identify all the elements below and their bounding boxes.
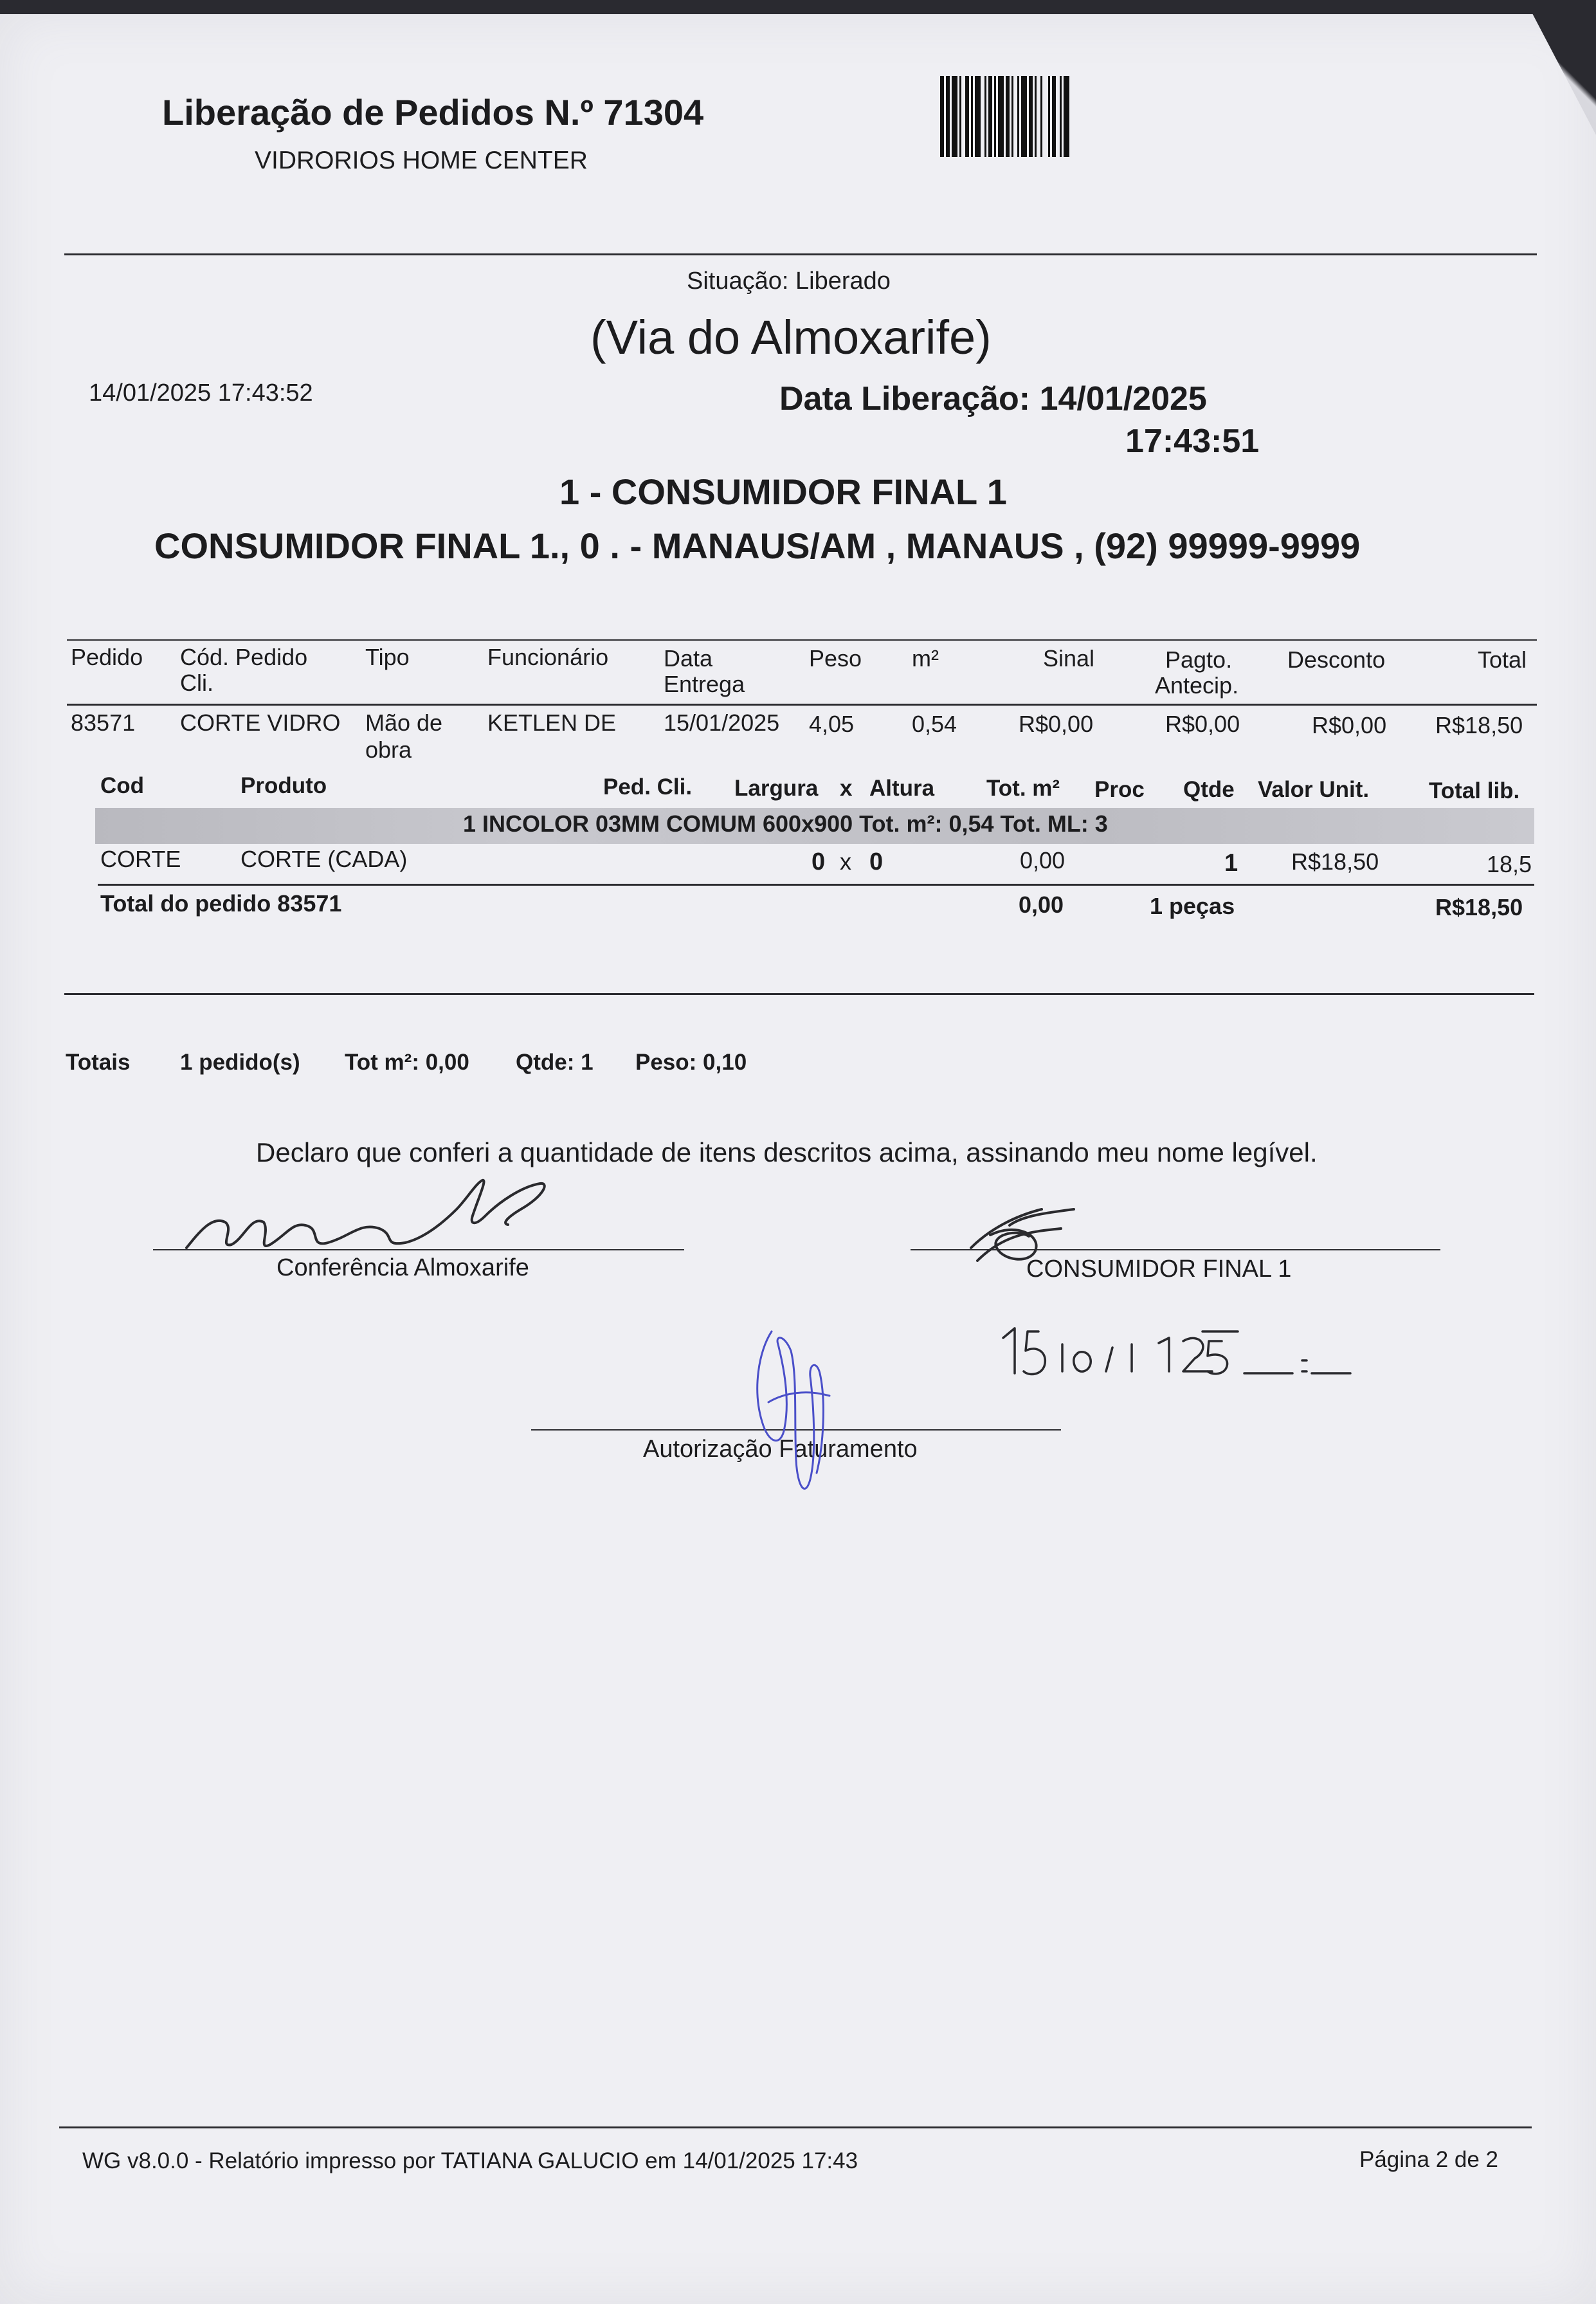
cell-item-x: x	[840, 848, 851, 875]
cell-pagto: R$0,00	[1165, 711, 1240, 737]
cell-item-altura: 0	[869, 848, 884, 875]
totals-m2: Tot m²: 0,00	[345, 1050, 469, 1075]
items-total-rule	[98, 884, 1534, 886]
barcode-bar	[1064, 76, 1069, 157]
col-ped-cli: Ped. Cli.	[603, 774, 693, 800]
scan-edge	[0, 0, 1596, 14]
header-divider	[64, 253, 1537, 255]
col-tot-m2: Tot. m²	[986, 776, 1060, 801]
barcode	[940, 76, 1199, 157]
cell-peso: 4,05	[809, 711, 855, 737]
col-total-lib: Total lib.	[1429, 778, 1520, 803]
order-total-m2: 0,00	[1019, 891, 1064, 918]
col-cod: Cod	[100, 773, 145, 798]
barcode-bar	[952, 76, 957, 157]
printed-timestamp: 14/01/2025 17:43:52	[89, 379, 313, 407]
cell-m2: 0,54	[912, 711, 957, 737]
handwritten-signature-consumidor	[965, 1196, 1093, 1274]
col-tipo: Tipo	[365, 644, 410, 670]
handwritten-signature-faturamento	[746, 1325, 849, 1505]
col-cod-pedido: Cód. Pedido	[180, 644, 308, 670]
signature-label-almoxarife: Conferência Almoxarife	[277, 1254, 529, 1281]
company-name: VIDRORIOS HOME CENTER	[255, 147, 588, 174]
release-date: Data Liberação: 14/01/2025	[779, 380, 1207, 417]
col-data-2: Entrega	[664, 671, 745, 697]
cell-cod-pedido: CORTE VIDRO	[180, 709, 341, 736]
cell-funcionario: KETLEN DE	[487, 709, 617, 736]
col-qtde: Qtde	[1183, 777, 1235, 802]
col-pagto-2: Antecip.	[1155, 672, 1239, 699]
cell-total: R$18,50	[1435, 712, 1523, 738]
handwritten-signature-almoxarife	[174, 1171, 585, 1267]
col-proc: Proc	[1094, 777, 1145, 802]
footer-printed-by: WG v8.0.0 - Relatório impresso por TATIANA GALUCIO em 14/01/2025 17:43	[82, 2148, 858, 2173]
col-total: Total	[1478, 646, 1527, 673]
cell-tipo-2: obra	[365, 736, 412, 763]
client-name: 1 - CONSUMIDOR FINAL 1	[559, 471, 1007, 512]
totals-label: Totais	[66, 1050, 131, 1075]
barcode-bar	[1021, 76, 1027, 157]
declaration-text: Declaro que conferi a quantidade de itens descritos acima, assinando meu nome legível.	[256, 1137, 1318, 1167]
cell-item-largura: 0	[812, 848, 826, 875]
cell-item-qtde: 1	[1224, 850, 1238, 877]
cell-pedido: 83571	[71, 709, 136, 736]
col-cod-pedido-2: Cli.	[180, 670, 213, 696]
cell-item-total-lib: 18,5	[1487, 851, 1532, 877]
cell-item-valor-unit: R$18,50	[1291, 848, 1379, 875]
order-total-value: R$18,50	[1435, 894, 1523, 920]
totals-peso: Peso: 0,10	[635, 1050, 747, 1075]
col-pedido: Pedido	[71, 644, 143, 670]
col-data: Data	[664, 645, 713, 672]
col-desconto: Desconto	[1287, 646, 1386, 673]
cell-item-produto: CORTE (CADA)	[240, 846, 408, 872]
footer-page-number: Página 2 de 2	[1359, 2147, 1499, 2172]
document-title: Liberação de Pedidos N.º 71304	[162, 92, 704, 133]
client-address: CONSUMIDOR FINAL 1., 0 . - MANAUS/AM , MANAUS , (92) 99999-9999	[154, 526, 1361, 566]
col-sinal: Sinal	[1043, 645, 1095, 672]
status-text: Situação: Liberado	[687, 268, 891, 295]
order-table-top-rule	[67, 639, 1537, 641]
col-funcionario: Funcionário	[487, 644, 609, 670]
col-x: x	[840, 776, 853, 801]
barcode-bar	[1042, 76, 1048, 157]
col-produto: Produto	[240, 773, 327, 798]
col-largura: Largura	[734, 776, 819, 801]
col-m2: m²	[912, 645, 939, 672]
copy-type: (Via do Almoxarife)	[590, 311, 992, 364]
barcode-bar	[1069, 76, 1073, 157]
col-peso: Peso	[809, 645, 862, 672]
cell-desconto: R$0,00	[1312, 712, 1387, 738]
col-valor-unit: Valor Unit.	[1258, 777, 1370, 802]
release-time: 17:43:51	[1125, 423, 1260, 460]
cell-sinal: R$0,00	[1019, 711, 1094, 737]
order-total-pecas: 1 peças	[1150, 893, 1235, 919]
totals-qtde: Qtde: 1	[516, 1050, 594, 1075]
col-pagto: Pagto.	[1165, 646, 1233, 673]
col-altura: Altura	[869, 776, 935, 801]
handwritten-date	[990, 1312, 1376, 1383]
product-group-label: 1 INCOLOR 03MM COMUM 600x900 Tot. m²: 0,54 Tot. ML: 3	[463, 810, 1108, 837]
cell-tipo: Mão de	[365, 709, 443, 736]
cell-item-cod: CORTE	[100, 846, 181, 872]
totals-divider	[64, 993, 1534, 995]
totals-pedidos: 1 pedido(s)	[180, 1050, 300, 1075]
barcode-bar	[998, 76, 1004, 157]
order-total-label: Total do pedido 83571	[100, 890, 342, 917]
footer-divider	[59, 2126, 1532, 2128]
signature-label-faturamento: Autorização Faturamento	[643, 1436, 918, 1463]
signature-label-consumidor: CONSUMIDOR FINAL 1	[1026, 1256, 1292, 1283]
order-table-header-rule	[67, 704, 1537, 706]
cell-item-tot-m2: 0,00	[1020, 847, 1066, 873]
cell-data-entrega: 15/01/2025	[664, 709, 780, 736]
barcode-bar	[975, 76, 981, 157]
